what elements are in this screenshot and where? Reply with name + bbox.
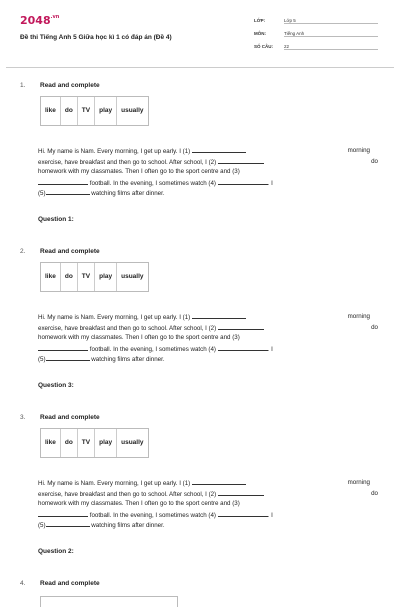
question-number: 2.: [20, 248, 26, 255]
passage: [38, 312, 378, 365]
passage-text: exercise, have breakfast and then go to school. After school, I (2): [38, 324, 217, 332]
question-label: Question 3:: [38, 382, 74, 389]
passage: [38, 478, 378, 531]
question-title: Read and complete: [40, 82, 100, 89]
passage-text: homework with my classmates. Then I often go to the sport centre and (3): [38, 168, 240, 175]
passage-text: watching films after dinner.: [91, 522, 165, 529]
passage-text: homework with my classmates. Then I often go to the sport centre and (3): [38, 334, 240, 341]
passage-text: Hi. My name is Nam. Every morning, I get up early. I (1): [38, 314, 191, 321]
question-title: Read and complete: [40, 580, 100, 587]
meta-subject-key: MÔN:: [254, 31, 266, 36]
word-box: [40, 262, 149, 292]
word-item: do: [61, 429, 78, 457]
passage-text: do: [371, 489, 378, 497]
answer-blank[interactable]: [218, 157, 264, 164]
word-box: [40, 428, 149, 458]
word-item: play: [95, 429, 117, 457]
passage-text: . I: [267, 179, 273, 187]
question-label: Question 2:: [38, 548, 74, 555]
passage-text: homework with my classmates. Then I often go to the sport centre and (3): [38, 500, 240, 507]
passage-text: Hi. My name is Nam. Every morning, I get up early. I (1): [38, 480, 191, 487]
meta-class-key: LỚP:: [254, 18, 266, 23]
word-item: TV: [78, 263, 95, 291]
word-item: usually: [121, 439, 144, 446]
question-number: 1.: [20, 82, 26, 89]
passage-text: (5): [38, 356, 46, 363]
meta-class: [254, 18, 380, 24]
word-item: do: [61, 263, 78, 291]
question-number: 4.: [20, 580, 26, 587]
passage-text: . I: [267, 345, 273, 353]
answer-blank[interactable]: [218, 489, 264, 496]
passage-text: do: [371, 157, 378, 165]
logo-suffix: .vn: [50, 14, 60, 20]
word-item: TV: [78, 429, 95, 457]
passage-text: (5): [38, 522, 46, 529]
answer-blank[interactable]: [192, 146, 246, 153]
question-label: Question 1:: [38, 216, 74, 223]
passage-text: exercise, have breakfast and then go to school. After school, I (2): [38, 490, 217, 498]
answer-blank[interactable]: [38, 510, 88, 517]
word-item: like: [41, 97, 61, 125]
page-header: [0, 0, 400, 62]
question-block: [20, 82, 380, 232]
answer-blank[interactable]: [38, 178, 88, 185]
answer-blank[interactable]: [192, 312, 246, 319]
meta-count-value: 22: [284, 44, 378, 50]
meta-subject: [254, 31, 380, 37]
passage-text: football. In the evening, I sometimes watch (4): [89, 511, 216, 519]
answer-blank[interactable]: [46, 520, 90, 527]
answer-blank[interactable]: [46, 188, 90, 195]
answer-blank[interactable]: [38, 344, 88, 351]
word-box: [40, 96, 149, 126]
answer-blank[interactable]: [218, 323, 264, 330]
document-title: Đề thi Tiếng Anh 5 Giữa học kì 1 có đáp án (Đề 4): [20, 34, 172, 41]
passage-text: watching films after dinner.: [91, 356, 165, 363]
word-item: usually: [121, 107, 144, 114]
meta-count-key: SỐ CÂU:: [254, 44, 273, 49]
meta-subject-value: Tiếng Anh: [284, 31, 378, 37]
word-item: like: [41, 263, 61, 291]
word-item: play: [95, 97, 117, 125]
header-divider: [6, 67, 394, 68]
passage-text: football. In the evening, I sometimes watch (4): [89, 345, 216, 353]
passage-text: football. In the evening, I sometimes watch (4): [89, 179, 216, 187]
meta-count: [254, 44, 380, 50]
site-logo[interactable]: [20, 14, 59, 27]
question-block: [20, 248, 380, 398]
word-box: [40, 596, 178, 607]
passage-text: morning: [347, 147, 370, 154]
passage-text: watching films after dinner.: [91, 190, 165, 197]
passage-text: (5): [38, 190, 46, 197]
logo-text: 2048: [20, 14, 51, 27]
passage-text: do: [371, 323, 378, 331]
word-item: like: [41, 429, 61, 457]
question-block: [20, 414, 380, 564]
passage-text: . I: [267, 511, 273, 519]
question-title: Read and complete: [40, 248, 100, 255]
answer-blank[interactable]: [218, 344, 268, 351]
passage-text: exercise, have breakfast and then go to school. After school, I (2): [38, 158, 217, 166]
answer-blank[interactable]: [192, 478, 246, 485]
meta-class-value: Lớp 5: [284, 18, 378, 24]
word-item: TV: [78, 97, 95, 125]
passage: [38, 146, 378, 199]
answer-blank[interactable]: [46, 354, 90, 361]
question-number: 3.: [20, 414, 26, 421]
passage-text: morning: [347, 313, 370, 320]
word-item: do: [61, 97, 78, 125]
answer-blank[interactable]: [218, 178, 268, 185]
passage-text: Hi. My name is Nam. Every morning, I get up early. I (1): [38, 148, 191, 155]
question-title: Read and complete: [40, 414, 100, 421]
passage-text: morning: [347, 479, 370, 486]
answer-blank[interactable]: [218, 510, 268, 517]
question-block: [20, 580, 380, 600]
word-item: usually: [121, 273, 144, 280]
word-item: play: [95, 263, 117, 291]
